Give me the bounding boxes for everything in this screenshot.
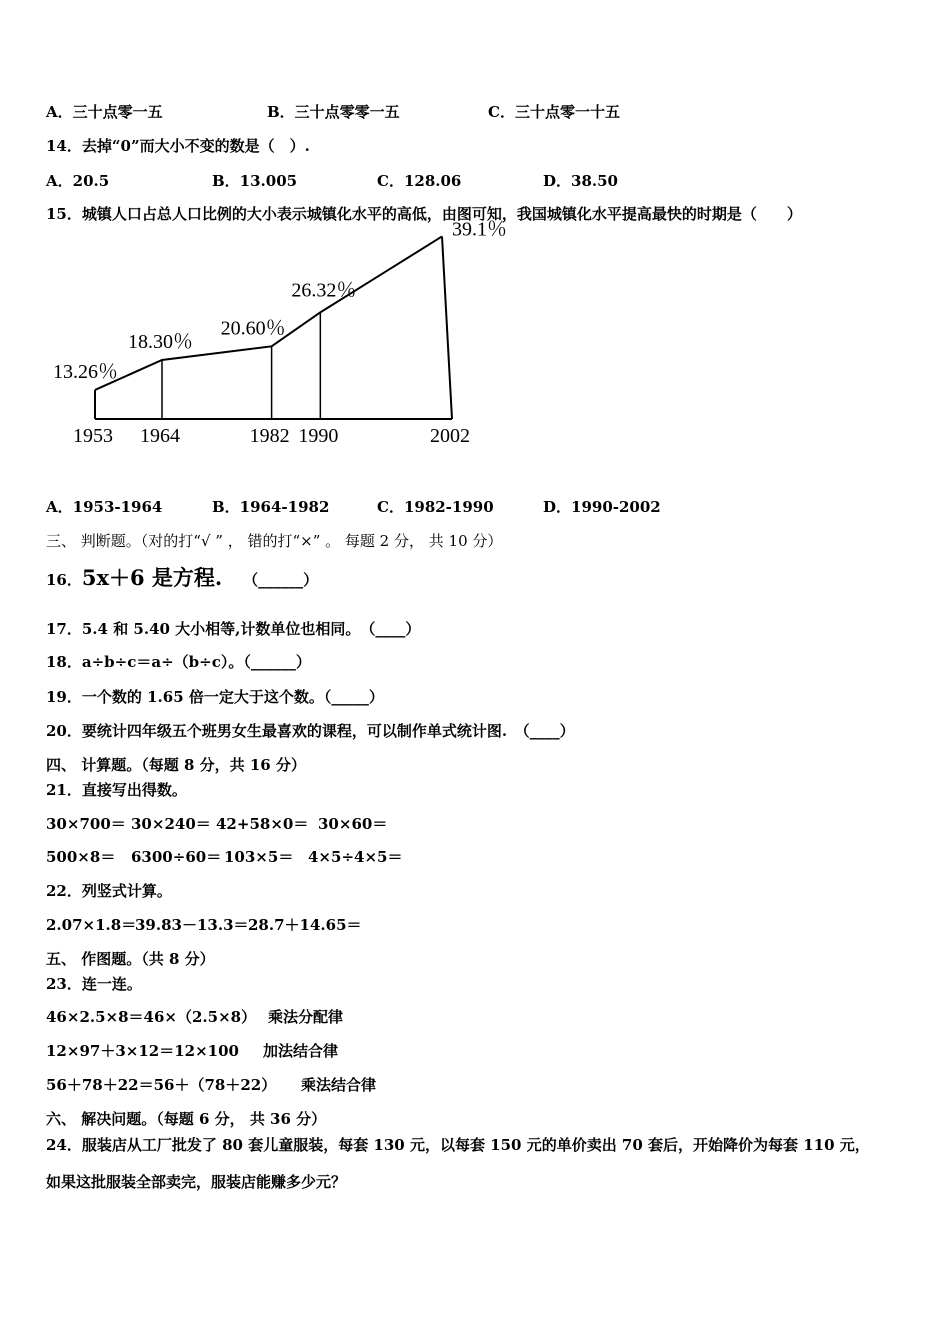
q14-option-d: D．38.50 — [543, 172, 618, 190]
chart-data-label: 39.1％ — [452, 218, 507, 241]
chart-right-edge — [442, 236, 452, 419]
q22-item: 28.7＋14.65＝ — [248, 916, 362, 934]
q23-right-item: 加法结合律 — [263, 1042, 339, 1060]
q20: 20．要统计四年级五个班男女生最喜欢的课程，可以制作单式统计图. （____） — [46, 722, 575, 740]
chart-data-label: 18.30％ — [127, 330, 193, 353]
chart-data-label: 13.26％ — [53, 360, 118, 383]
q16-expression: 5x＋6 是方程. — [81, 565, 223, 590]
q23-left-item: 46×2.5×8＝46×（2.5×8） — [46, 1008, 257, 1026]
q23-right-item: 乘法分配律 — [268, 1008, 344, 1026]
q15-option-a: A．1953-1964 — [46, 498, 163, 516]
q18: 18．a÷b÷c＝a÷（b÷c）。（______） — [46, 653, 311, 671]
q24-line-2: 如果这批服装全部卖完，服装店能赚多少元？ — [46, 1173, 347, 1191]
chart-x-tick-label: 2002 — [430, 425, 470, 447]
q21-item: 6300÷60＝ — [131, 848, 222, 866]
q23-right-item: 乘法结合律 — [301, 1076, 377, 1094]
chart-data-label: 20.60％ — [220, 317, 286, 340]
q14-option-c: C．128.06 — [377, 172, 462, 190]
chart-x-tick-label: 1964 — [139, 425, 180, 447]
q22-stem: 22．列竖式计算。 — [46, 882, 172, 900]
q15-option-b: B．1964-1982 — [212, 498, 330, 516]
q21-item: 4×5÷4×5＝ — [308, 848, 403, 866]
q21-item: 500×8＝ — [46, 848, 116, 866]
q21-stem: 21．直接写出得数。 — [46, 781, 187, 799]
section-3-title: 三、 判断题。（对的打“√ ” ， 错的打“×” 。 每题 2 分， 共 10 分） — [46, 532, 503, 550]
chart-data-label: 26.32％ — [291, 279, 357, 302]
chart-x-tick-label: 1990 — [298, 425, 339, 447]
q19: 19．一个数的 1.65 倍一定大于这个数。（_____） — [46, 688, 384, 706]
q21-item: 30×700＝ — [46, 815, 126, 833]
q15-option-d: D．1990-2002 — [543, 498, 661, 516]
q16-blank: （______） — [243, 571, 319, 589]
q13-option-b: B．三十点零零一五 — [267, 103, 400, 121]
q15-stem: 15．城镇人口占总人口比例的大小表示城镇化水平的高低，由图可知，我国城镇化水平提高最快的时期是（ ） — [46, 205, 802, 223]
q14-option-a: A．20.5 — [46, 172, 110, 190]
q13-option-a: A．三十点零一五 — [46, 103, 163, 121]
section-4-title: 四、 计算题。（每题 8 分，共 16 分） — [46, 756, 306, 774]
q16 — [46, 565, 318, 593]
q22-item: 2.07×1.8＝ — [46, 916, 137, 934]
q21-item: 103×5＝ — [224, 848, 294, 866]
chart-series-line — [95, 236, 442, 389]
q14-stem: 14．去掉“0”而大小不变的数是（ ）. — [46, 137, 310, 155]
q21-item: 30×60＝ — [318, 815, 388, 833]
q23-left-item: 56＋78＋22＝56＋（78＋22） — [46, 1076, 277, 1094]
q15-option-c: C．1982-1990 — [377, 498, 494, 516]
q24-line-1: 24．服装店从工厂批发了 80 套儿童服装，每套 130 元，以每套 150 元的单价卖出 70 套后，开始降价为每套 110 元， — [46, 1136, 870, 1154]
q22-item: 39.83－13.3＝ — [135, 916, 249, 934]
chart-x-tick-label: 1982 — [249, 425, 290, 447]
q17: 17．5.4 和 5.40 大小相等,计数单位也相同。 （____） — [46, 620, 421, 638]
urbanization-chart — [46, 218, 526, 453]
q13-option-c: C．三十点零一十五 — [488, 103, 620, 121]
q23-left-item: 12×97＋3×12＝12×100 — [46, 1042, 239, 1060]
q14-option-b: B．13.005 — [212, 172, 298, 190]
chart-x-tick-label: 1953 — [73, 425, 113, 447]
q21-item: 30×240＝ — [131, 815, 211, 833]
q23-stem: 23．连一连。 — [46, 975, 142, 993]
q21-item: 42+58×0＝ — [216, 815, 309, 833]
section-6-title: 六、 解决问题。（每题 6 分， 共 36 分） — [46, 1110, 327, 1128]
q16-number: 16． — [46, 571, 82, 589]
section-5-title: 五、 作图题。（共 8 分） — [46, 950, 215, 968]
